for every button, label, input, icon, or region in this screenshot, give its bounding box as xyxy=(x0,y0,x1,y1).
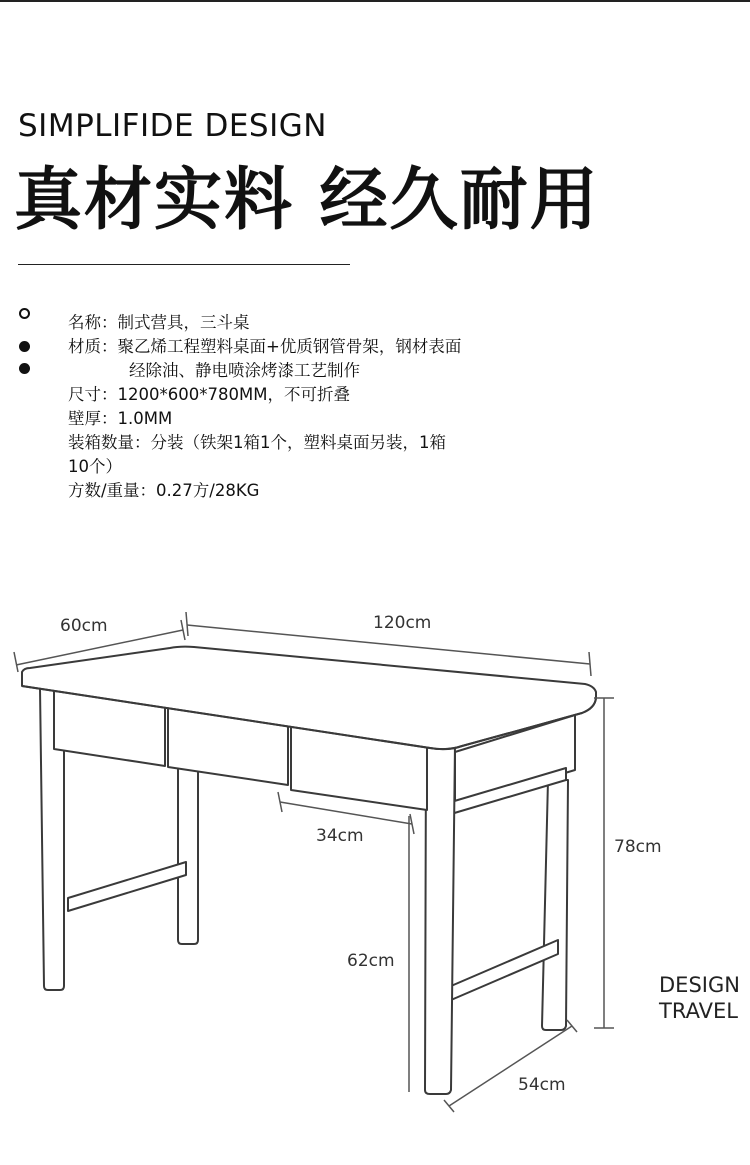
spec-list xyxy=(68,311,548,503)
brand-mark xyxy=(659,972,740,1024)
filled-bullet-icon xyxy=(19,341,30,352)
spec-packing-cont: 10个） xyxy=(68,457,122,476)
brand-line-2: TRAVEL xyxy=(659,999,738,1023)
dim-depth-label: 60cm xyxy=(60,616,108,636)
dim-drawer-label: 34cm xyxy=(316,826,364,846)
divider xyxy=(18,264,350,265)
dim-frame-depth-label: 54cm xyxy=(518,1075,566,1095)
spec-volume-weight: 方数/重量：0.27方/28KG xyxy=(68,481,260,500)
spec-name: 名称：制式营具，三斗桌 xyxy=(68,313,250,332)
hollow-bullet-icon xyxy=(19,308,30,319)
dim-height-label: 78cm xyxy=(614,837,662,857)
back-left-leg xyxy=(178,760,198,944)
top-border xyxy=(0,0,750,2)
desk-diagram xyxy=(0,590,750,1120)
front-right-leg xyxy=(425,744,455,1094)
headline: 真材实料 经久耐用 xyxy=(14,161,600,240)
dim-width-label: 120cm xyxy=(373,613,432,633)
spec-thickness: 壁厚：1.0MM xyxy=(68,409,173,428)
spec-size: 尺寸：1200*600*780MM，不可折叠 xyxy=(68,385,350,404)
spec-material: 材质：聚乙烯工程塑料桌面+优质钢管骨架，钢材表面 xyxy=(68,337,462,356)
back-right-leg xyxy=(542,780,568,1030)
left-rail xyxy=(68,862,186,911)
filled-bullet-icon xyxy=(19,363,30,374)
spec-packing: 装箱数量：分装（铁架1箱1个，塑料桌面另装，1箱 xyxy=(68,433,446,452)
dim-leg-height-label: 62cm xyxy=(347,951,395,971)
spec-material-cont: 经除油、静电喷涂烤漆工艺制作 xyxy=(129,361,360,380)
brand-line-1: DESIGN xyxy=(659,973,740,997)
eyebrow-title: SIMPLIFIDE DESIGN xyxy=(18,108,327,144)
